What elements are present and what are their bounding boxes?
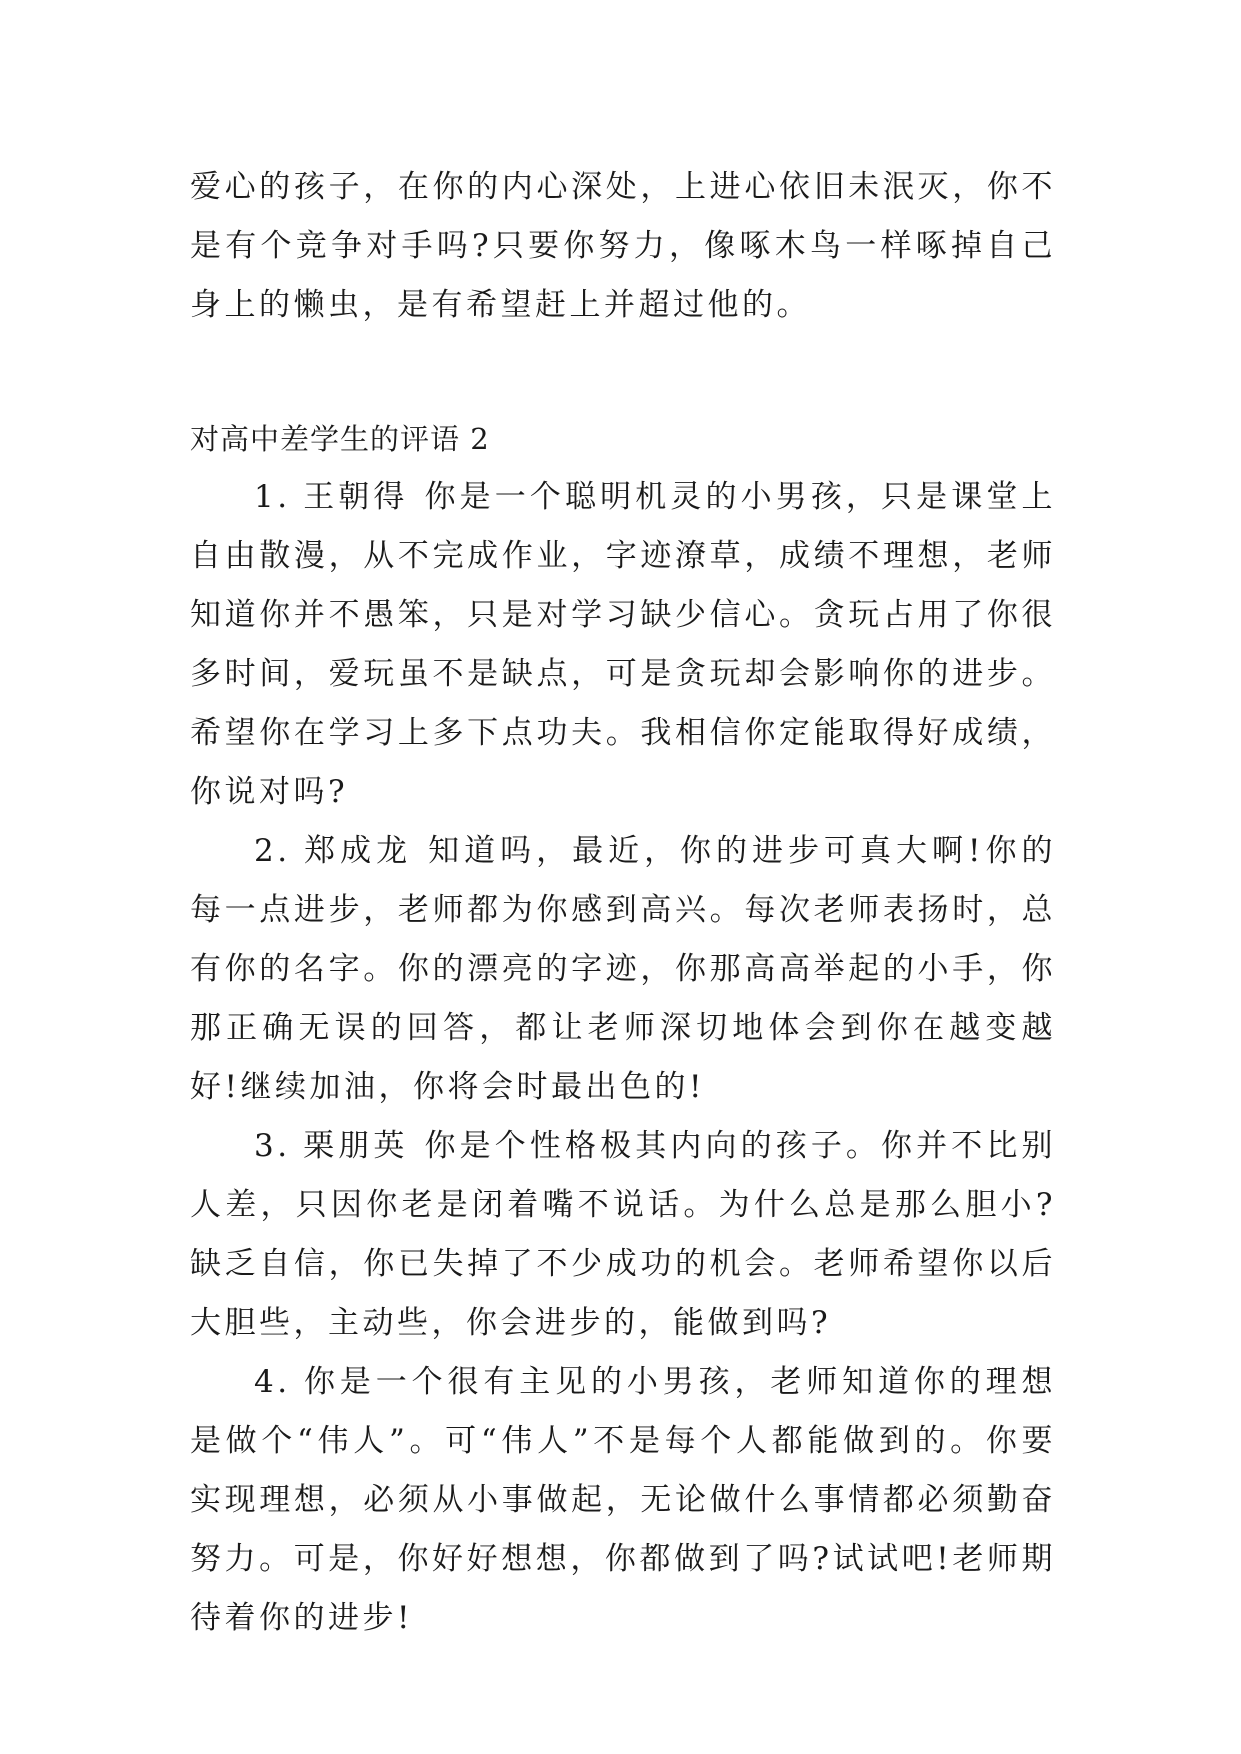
item-number: 2. [254, 833, 291, 869]
item-text: 你是一个很有主见的小男孩，老师知道你的理想是做个“伟人”。可“伟人”不是每个人都能做到的。你要实现理想，必须从小事做起，无论做什么事情都必须勤奋努力。可是，你好好想想，你都做到了吗?试试吧!老师期待着你的进步! [190, 1364, 1056, 1636]
item-number: 4. [254, 1364, 291, 1400]
item-number: 1. [254, 479, 291, 515]
document-page [190, 158, 1056, 1648]
section-title: 对高中差学生的评语 2 [190, 422, 490, 456]
item-text: 知道吗，最近，你的进步可真大啊!你的每一点进步，老师都为你感到高兴。每次老师表扬时，总有你的名字。你的漂亮的字迹，你那高高举起的小手，你那正确无误的回答，都让老师深切地体会到你在越变越好!继续加油，你将会时最出色的! [190, 833, 1056, 1105]
intro-paragraph: 爱心的孩子，在你的内心深处，上进心依旧未泯灭，你不是有个竞争对手吗?只要你努力，像啄木鸟一样啄掉自己身上的懒虫，是有希望赶上并超过他的。 [190, 169, 1056, 323]
student-name: 郑成龙 [302, 833, 413, 869]
list-item [190, 1353, 1056, 1648]
list-item [190, 1117, 1056, 1353]
student-name: 栗朋英 [302, 1128, 409, 1164]
student-name: 王朝得 [302, 479, 409, 515]
item-number: 3. [254, 1128, 291, 1164]
item-text: 你是个性格极其内向的孩子。你并不比别人差，只因你老是闭着嘴不说话。为什么总是那么胆小?缺乏自信，你已失掉了不少成功的机会。老师希望你以后大胆些，主动些，你会进步的，能做到吗? [190, 1128, 1057, 1341]
list-item [190, 468, 1056, 822]
list-item [190, 822, 1056, 1117]
item-text: 你是一个聪明机灵的小男孩，只是课堂上自由散漫，从不完成作业，字迹潦草，成绩不理想，老师知道你并不愚笨，只是对学习缺少信心。贪玩占用了你很多时间，爱玩虽不是缺点，可是贪玩却会影响你的进步。希望你在学习上多下点功夫。我相信你定能取得好成绩，你说对吗? [190, 479, 1057, 810]
